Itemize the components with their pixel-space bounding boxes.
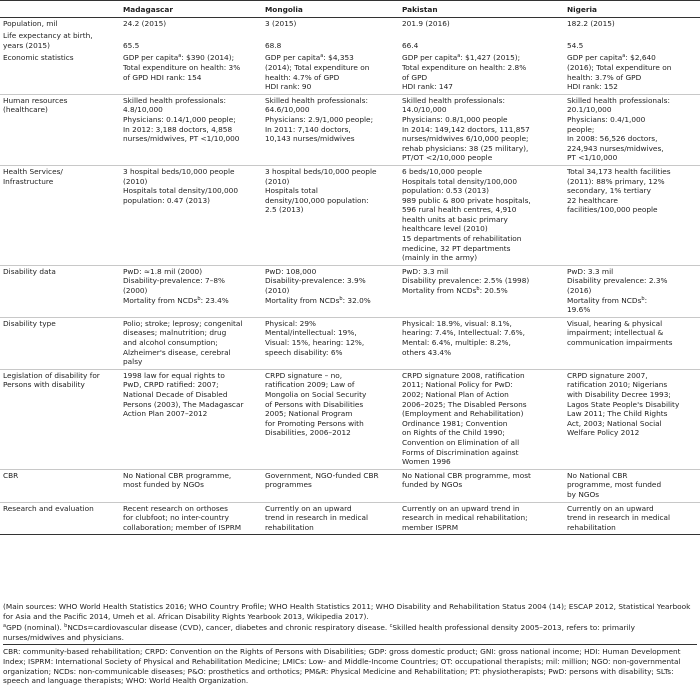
cell-madagascar: PwD: ≈1.8 mil (2000) Disability-prevalence: 7–8% (2000) Mortality from NCDs$^b$: 23.4% — [120, 265, 262, 317]
cell-madagascar: 24.2 (2015) — [123, 18, 167, 28]
cell-mongolia: CRPD signature – no, ratification 2009; Law of Mongolia on Social Security of Persons with Disabilities 2005; National Program for Promoting Persons with Disabilities, 2006–2012 — [262, 369, 399, 469]
row-label: Economic statistics — [0, 52, 120, 94]
cell-mongolia: Physical: 29% Mental/intellectual: 19%, Visual: 15%, hearing: 12%, speech disability: 6% — [262, 317, 399, 369]
cell-nigeria: GDP per capita$^a$: $2,640 (2016); Total expenditure on health: 3.7% of GPD HDI rank: 152 — [564, 52, 700, 94]
cell-madagascar: 3 hospital beds/10,000 people (2010) Hospitals total density/100,000 population: 0.47 (2013) — [120, 165, 262, 265]
cell-madagascar: 65.5 — [123, 40, 140, 50]
cell-pakistan: 6 beds/10,000 people Hospitals total density/100,000 population: 0.53 (2013) 989 public & 800 private hospitals, 596 rural health centres, 4,910 health units at basic primary healthcare level (2010) 15 departments of rehabilitation medicine, 32 PT departments (mainly in the army) — [399, 165, 564, 265]
header-nigeria: Nigeria — [564, 1, 700, 18]
cell-madagascar: Polio; stroke; leprosy; congenital diseases; malnutrition; drug and alcohol consumption; Alzheimer's disease, cerebral palsy — [120, 317, 262, 369]
row-label: Health Services/ Infrastructure — [0, 165, 120, 265]
cell-pakistan: 66.4 — [402, 40, 419, 50]
row-economic-statistics — [0, 52, 700, 94]
cell-mongolia: GDP per capita$^a$: $4,353 (2014); Total expenditure on health: 4.7% of GPD HDI rank: 90 — [262, 52, 399, 94]
cell-mongolia: Skilled health professionals: 64.6/10,000 Physicians: 2.9/1,000 people; In 2011: 7,140 doctors, 10,143 nurses/midwives — [262, 94, 399, 165]
row-population — [0, 17, 700, 30]
row-cbr — [0, 469, 700, 502]
cell-pakistan: Currently on an upward trend in research in medical rehabilitation; member ISPRM — [399, 502, 564, 535]
cell-madagascar: Recent research on orthoses for clubfoot; no inter-country collaboration; member of ISPRM — [120, 502, 262, 535]
header-madagascar: Madagascar — [120, 1, 262, 18]
row-human-resources — [0, 94, 700, 165]
abbreviations-note: CBR: community-based rehabilitation; CRPD: Convention on the Rights of Persons with Disabilities; GDP: gross domestic product; GNI: gross national income; HDI: Human Development Index; ISPRM: International Society of Physical and Rehabilitation Medicine; LMICs: Low- and Middle-Income Countries; OT: occupational therapists; mil: million; NGO: non-governmental organization; NCDs: non-communicable diseases; P&O: prosthetics and orthotics; PM&R: Physical Medicine and Rehabilitation; PT: physiotherapists; PwD: persons with disability; SLTs: speech and language therapists; WHO: World Health Organization. — [3, 647, 681, 686]
header-mongolia: Mongolia — [262, 1, 399, 18]
cell-mongolia: 3 (2015) — [265, 18, 297, 28]
cell-pakistan: Skilled health professionals: 14.0/10,000 Physicians: 0.8/1,000 people In 2014: 149,142 doctors, 111,857 nurses/midwives 6/10,000 people; rehab physicians: 38 (25 military), PT/OT <2/10,000 people — [399, 94, 564, 165]
row-label: Disability data — [0, 265, 120, 317]
cell-nigeria: 54.5 — [567, 40, 584, 50]
row-label: CBR — [0, 469, 120, 502]
footnote-abc: $^a$GPD (nominal). $^b$NCDs=cardiovascular disease (CVD), cancer, diabetes and chronic respiratory disease. $^c$Skilled health professional density 2005–2013, refers to: primarily nurses/midwives and physicians. — [3, 623, 697, 645]
cell-nigeria: Skilled health professionals: 20.1/10,000 Physicians: 0.4/1,000 people; In 2008: 56,526 doctors, 224,943 nurses/midwives, PT <1/10,000 — [564, 94, 700, 165]
header-blank — [0, 1, 120, 18]
cell-nigeria: 182.2 (2015) — [567, 18, 615, 28]
cell-madagascar: 1998 law for equal rights to PwD, CRPD ratified: 2007; National Decade of Disabled Persons (2003), The Madagascar Action Plan 2007–2012 — [120, 369, 262, 469]
row-label: Population, mil — [3, 18, 58, 28]
cell-pakistan: PwD: 3.3 mil Disability prevalence: 2.5% (1998) Mortality from NCDs$^b$: 20.5% — [399, 265, 564, 317]
cell-madagascar: Skilled health professionals: 4.8/10,000 Physicians: 0.14/1,000 people; In 2012: 3,188 doctors, 4,858 nurses/midwives, PT <1/10,000 — [120, 94, 262, 165]
cell-nigeria: PwD: 3.3 mil Disability prevalence: 2.3% (2016) Mortality from NCDs$^b$: 19.6% — [564, 265, 700, 317]
table-notes — [0, 602, 700, 688]
cell-nigeria: Total 34,173 health facilities (2011): 88% primary, 12% secondary, 1% tertiary 22 healthcare facilities/100,000 people — [564, 165, 700, 265]
row-research — [0, 502, 700, 535]
cell-mongolia: Government, NGO-funded CBR programmes — [262, 469, 399, 502]
cell-mongolia: 3 hospital beds/10,000 people (2010) Hospitals total density/100,000 population: 2.5 (2013) — [262, 165, 399, 265]
row-label: Life expectancy at birth, years (2015) — [3, 31, 93, 50]
cell-nigeria: Currently on an upward trend in research in medical rehabilitation — [564, 502, 700, 535]
cell-pakistan: 201.9 (2016) — [402, 18, 450, 28]
header-row — [0, 1, 700, 18]
cell-mongolia: 68.8 — [265, 40, 282, 50]
row-health-services — [0, 165, 700, 265]
cell-pakistan: No National CBR programme, most funded by NGOs — [399, 469, 564, 502]
cell-nigeria: No National CBR programme, most funded by NGOs — [564, 469, 700, 502]
cell-nigeria: Visual, hearing & physical impairment; intellectual & communication impairments — [564, 317, 700, 369]
main-sources-note: (Main sources: WHO World Health Statistics 2016; WHO Country Profile; WHO Health Statistics 2011; WHO Disability and Rehabilitation Status 2004 (14); ESCAP 2012, Statistical Yearbook for Asia and the Pacific 2014, Umeh et al. African Disability Rights Yearbook 2013, Wikipedia 2017). — [3, 602, 691, 621]
row-disability-data — [0, 265, 700, 317]
cell-madagascar: No National CBR programme, most funded by NGOs — [120, 469, 262, 502]
row-life-expectancy — [0, 30, 700, 52]
row-disability-type — [0, 317, 700, 369]
row-label: Human resources (healthcare) — [0, 94, 120, 165]
header-pakistan: Pakistan — [399, 1, 564, 18]
row-legislation — [0, 369, 700, 469]
cell-pakistan: CRPD signature 2008, ratification 2011; National Policy for PwD: 2002; National Plan of Action 2006–2025; The Disabled Persons (Employment and Rehabilitation) Ordinance 1981; Convention on Rights of the Child 1990; Convention on Elimination of all Forms of Discrimination against Women 1996 — [399, 369, 564, 469]
cell-madagascar: GDP per capita$^a$: $390 (2014); Total expenditure on health: 3% of GPD HDI rank: 154 — [120, 52, 262, 94]
row-label: Disability type — [0, 317, 120, 369]
cell-pakistan: GDP per capita$^a$: $1,427 (2015); Total expenditure on health: 2.8% of GPD HDI rank: 147 — [399, 52, 564, 94]
cell-mongolia: PwD: 108,000 Disability-prevalence: 3.9% (2010) Mortality from NCDs$^b$: 32.0% — [262, 265, 399, 317]
row-label: Legislation of disability for Persons with disability — [0, 369, 120, 469]
cell-pakistan: Physical: 18.9%, visual: 8.1%, hearing: 7.4%, Intellectual: 7.6%, Mental: 6.4%, multiple: 8.2%, others 43.4% — [399, 317, 564, 369]
row-label: Research and evaluation — [0, 502, 120, 535]
cell-nigeria: CRPD signature 2007, ratification 2010; Nigerians with Disability Decree 1993; Lagos State People's Disability Law 2011; The Child Rights Act, 2003; National Social Welfare Policy 2012 — [564, 369, 700, 469]
cell-mongolia: Currently on an upward trend in research in medical rehabilitation — [262, 502, 399, 535]
